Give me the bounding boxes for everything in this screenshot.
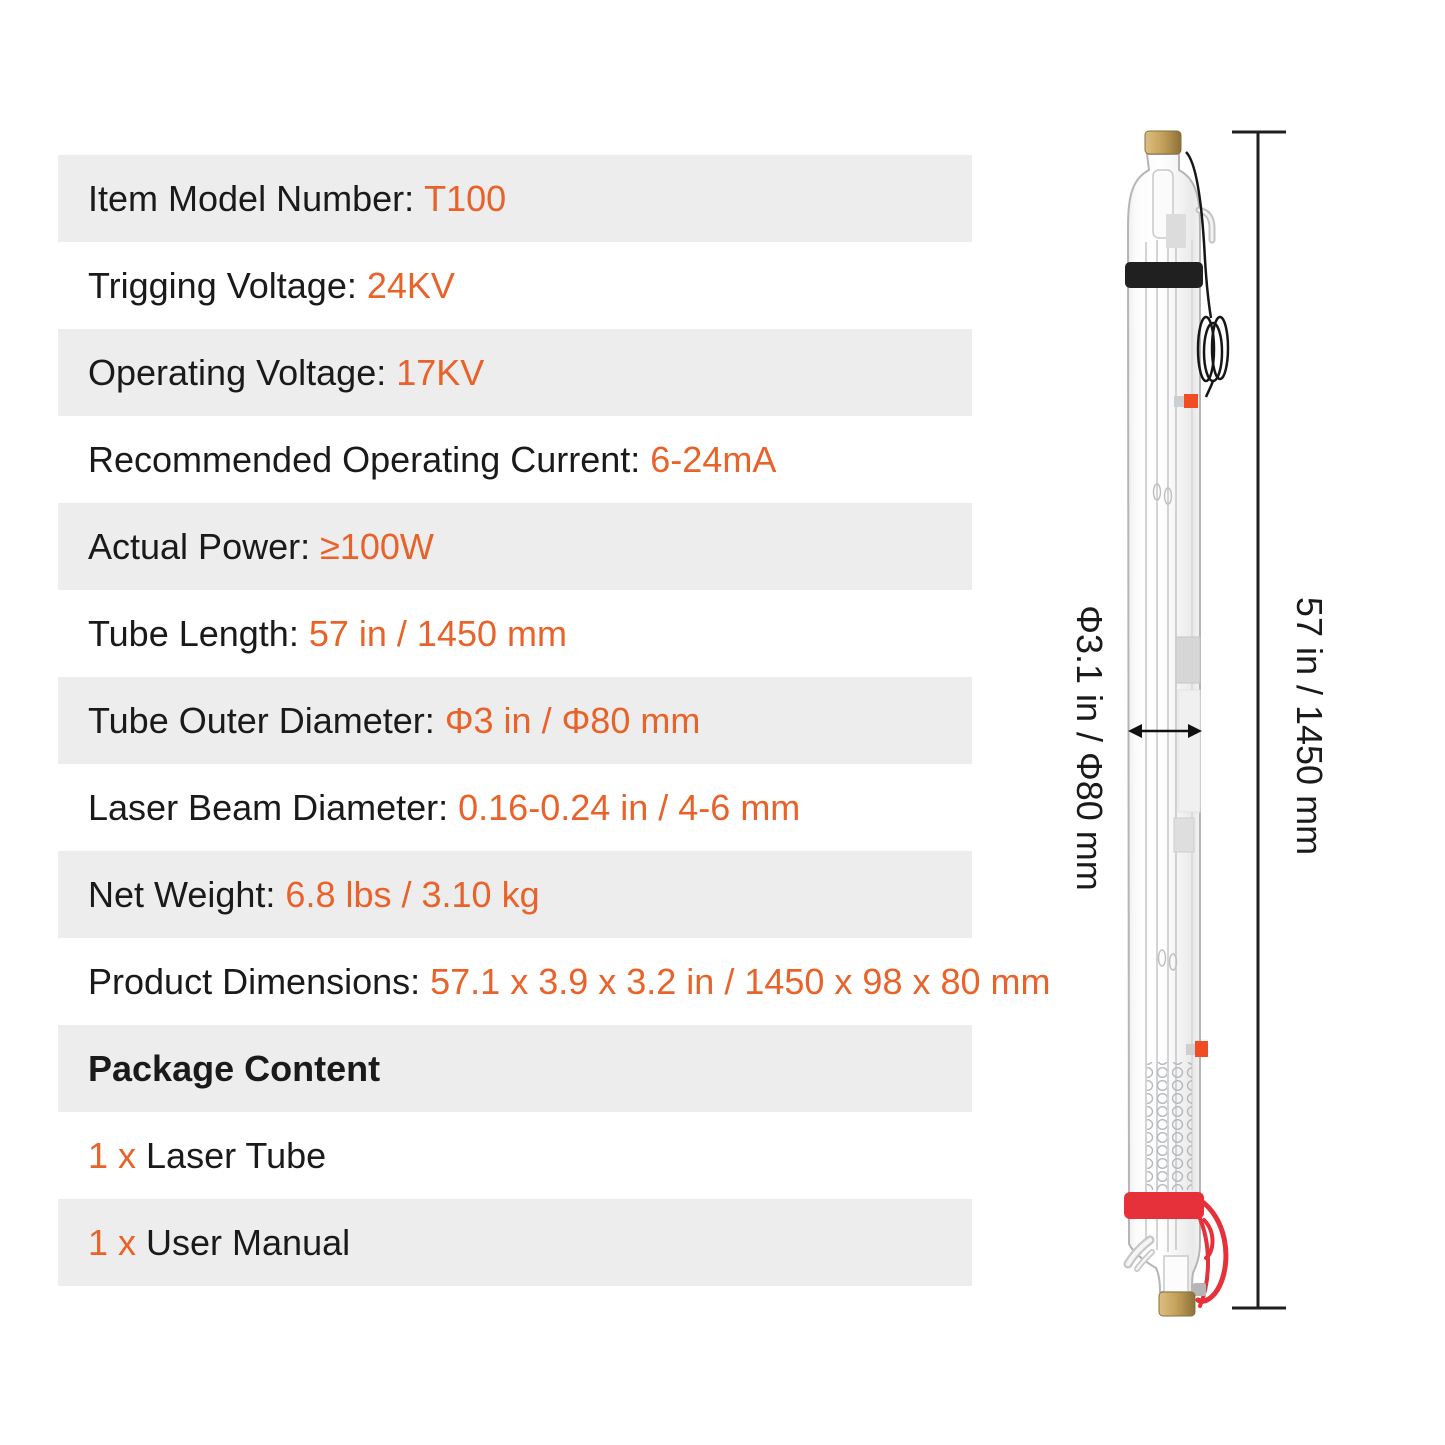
spec-value: 6.8 lbs / 3.10 kg bbox=[285, 873, 540, 915]
tube-glass-seams bbox=[1154, 484, 1177, 970]
spec-table bbox=[58, 155, 1051, 1286]
spec-row-outer-diameter bbox=[58, 677, 972, 764]
spec-row-actual-power bbox=[58, 503, 972, 590]
water-nozzle-bottom bbox=[1128, 1240, 1152, 1269]
spec-value: 57.1 x 3.9 x 3.2 in / 1450 x 98 x 80 mm bbox=[430, 960, 1051, 1002]
water-nozzle-top bbox=[1199, 210, 1212, 240]
spec-row-operating-voltage bbox=[58, 329, 972, 416]
tube-label-light bbox=[1178, 690, 1200, 812]
spec-value: 17KV bbox=[396, 351, 485, 393]
spec-row-item-model bbox=[58, 155, 972, 242]
spec-label: Laser Tube bbox=[146, 1134, 327, 1176]
tube-length-label: 57 in / 1450 mm bbox=[1289, 596, 1330, 856]
spec-row-trigging-voltage bbox=[58, 242, 972, 329]
spec-label: Tube Outer Diameter: bbox=[88, 699, 435, 741]
inner-electrode-bottom bbox=[1164, 1256, 1188, 1292]
red-straps bbox=[1198, 1200, 1226, 1306]
spec-label: Recommended Operating Current: bbox=[88, 438, 641, 480]
spec-row-tube-length bbox=[58, 590, 972, 677]
orange-marker-lower bbox=[1195, 1041, 1208, 1057]
spec-value: Φ3 in / Φ80 mm bbox=[444, 699, 701, 741]
spec-row-net-weight bbox=[58, 851, 972, 938]
spec-label: Trigging Voltage: bbox=[88, 264, 357, 306]
inner-electrode-top bbox=[1153, 170, 1173, 238]
tube-body bbox=[1128, 154, 1200, 1292]
spec-row-package-laser-tube bbox=[58, 1112, 972, 1199]
diameter-dimension-arrow bbox=[1128, 724, 1202, 738]
gray-marker-lower bbox=[1186, 1044, 1195, 1055]
spec-row-product-dimensions bbox=[58, 938, 1051, 1025]
spec-value: 0.16-0.24 in / 4-6 mm bbox=[458, 786, 801, 828]
tube-inner-lines bbox=[1146, 238, 1192, 1252]
spec-label: Product Dimensions: bbox=[88, 960, 421, 1002]
spec-row-beam-diameter bbox=[58, 764, 972, 851]
spec-value: 6-24mA bbox=[650, 438, 777, 480]
orange-marker-upper bbox=[1184, 394, 1198, 408]
inner-label-top bbox=[1166, 214, 1186, 248]
power-wire bbox=[1186, 152, 1228, 397]
spec-label: Actual Power: bbox=[88, 525, 311, 567]
spec-value: 57 in / 1450 mm bbox=[308, 612, 567, 654]
tube-diameter-label: Φ3.1 in / Φ80 mm bbox=[1069, 605, 1110, 891]
gray-marker-upper bbox=[1174, 396, 1184, 407]
spec-row-package-content-header bbox=[58, 1025, 972, 1112]
tube-label-grid-lower bbox=[1174, 818, 1194, 852]
black-band bbox=[1125, 262, 1203, 288]
spec-label: Item Model Number: bbox=[88, 177, 415, 219]
spec-prefix: 1 x bbox=[88, 1221, 137, 1263]
spec-label: Package Content bbox=[88, 1047, 381, 1089]
spec-row-package-user-manual bbox=[58, 1199, 972, 1286]
brass-cap-bottom bbox=[1159, 1292, 1195, 1316]
spec-label: Laser Beam Diameter: bbox=[88, 786, 449, 828]
spec-label: Net Weight: bbox=[88, 873, 276, 915]
spec-label: Operating Voltage: bbox=[88, 351, 387, 393]
spec-label: User Manual bbox=[146, 1221, 351, 1263]
length-dimension-line bbox=[1232, 132, 1286, 1308]
spec-row-operating-current bbox=[58, 416, 972, 503]
electrode-coil bbox=[1147, 1062, 1192, 1190]
spec-label: Tube Length: bbox=[88, 612, 299, 654]
brass-cap-top bbox=[1145, 131, 1181, 154]
metal-clamp bbox=[1193, 1283, 1206, 1296]
spec-prefix: 1 x bbox=[88, 1134, 137, 1176]
spec-value: T100 bbox=[424, 177, 507, 219]
red-band bbox=[1124, 1192, 1204, 1219]
spec-value: ≥100W bbox=[320, 525, 434, 567]
tube-label-grid bbox=[1176, 637, 1200, 683]
laser-tube bbox=[1124, 131, 1228, 1316]
spec-value: 24KV bbox=[366, 264, 455, 306]
